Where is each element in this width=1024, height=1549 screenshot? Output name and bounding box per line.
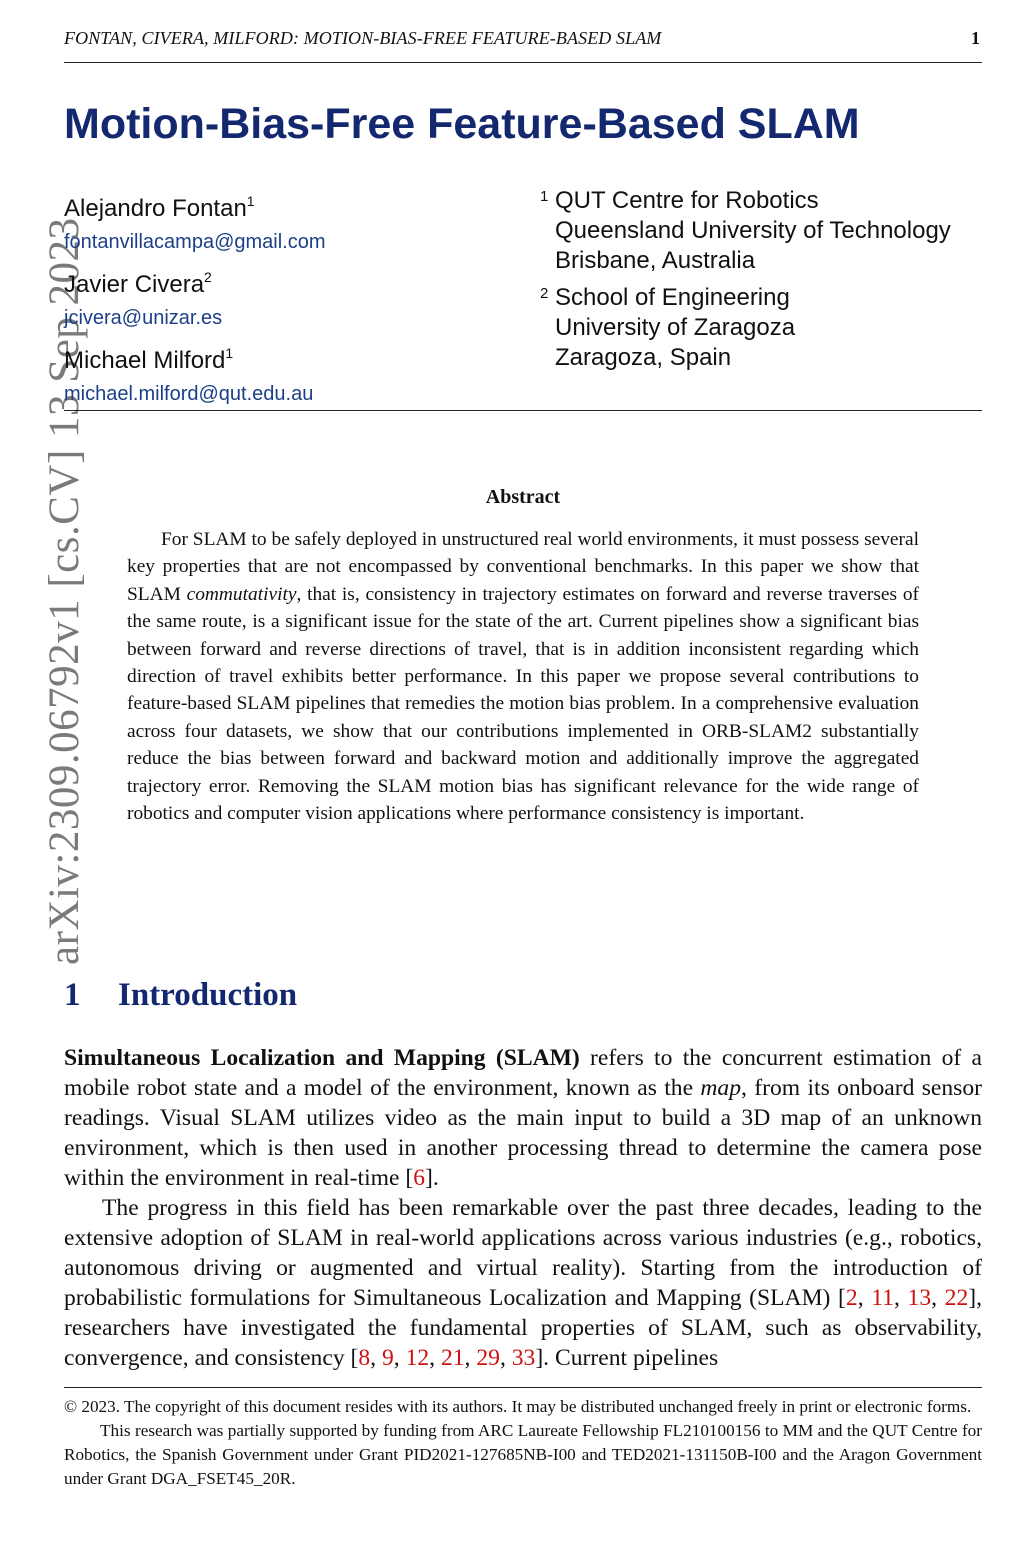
footnotes <box>64 1395 982 1491</box>
affiliation-mark: 1 <box>540 188 549 205</box>
paper-title: Motion-Bias-Free Feature-Based SLAM <box>64 100 860 148</box>
author-affil-mark: 1 <box>225 345 234 361</box>
citation-link[interactable]: 9 <box>381 1345 394 1371</box>
affiliation-list <box>540 186 980 380</box>
section-title: Introduction <box>118 977 298 1013</box>
citation-link[interactable]: 21 <box>440 1345 465 1371</box>
paragraph: The progress in this field has been remarkable over the past three decades, leading to the extensive adoption of SLAM in real-world applications across various industries (e.g., robotics, autonomous driving or augmented and virtual reality). Starting from the introduction of probabilistic formulations for Simultaneous Localization and Mapping (SLAM) [2, 11, 13, 22], researchers have investigated the fundamental properties of SLAM, such as observability, convergence, and consistency [8, 9, 12, 21, 29, 33]. Current pipelines <box>64 1195 983 1371</box>
citation-link[interactable]: 11 <box>871 1285 894 1311</box>
arxiv-stamp: arXiv:2309.06792v1 [cs.CV] 13 Sep 2023 <box>41 217 88 965</box>
affiliation-line: School of Engineering <box>555 284 790 311</box>
title-divider <box>64 410 982 411</box>
citation-link[interactable]: 29 <box>476 1345 500 1371</box>
author <box>64 262 504 336</box>
bold-lead: Simultaneous Localization and Mapping (SLAM) <box>64 1045 580 1071</box>
running-head: FONTAN, CIVERA, MILFORD: MOTION-BIAS-FREE FEATURE-BASED SLAM <box>64 28 662 48</box>
citation-link[interactable]: 12 <box>405 1345 430 1371</box>
page-number: 1 <box>971 28 980 48</box>
author-list <box>64 186 504 414</box>
author <box>64 338 504 412</box>
affiliation-mark: 2 <box>540 285 549 302</box>
abstract-emphasis: commutativity <box>186 583 297 605</box>
citation-link[interactable]: 13 <box>907 1285 932 1311</box>
page-header <box>64 28 982 63</box>
affiliation-line: University of Zaragoza <box>555 314 796 341</box>
citation-link[interactable]: 6 <box>413 1165 426 1191</box>
affiliation-line: Queensland University of Technology <box>555 217 951 244</box>
abstract-heading: Abstract <box>485 486 561 508</box>
affiliation <box>540 186 980 276</box>
intro-body <box>64 1043 982 1373</box>
author-email-link[interactable]: michael.milford@qut.edu.au <box>64 383 314 405</box>
funding-note: This research was partially supported by funding from ARC Laureate Fellowship FL210100156 to MM and the QUT Centre for Robotics, the Spanish Government under Grant PID2021-127685NB-I00 and TED2021-131150B-I00 and the Aragon Government under Grant DGA_FSET45_20R. <box>64 1421 982 1488</box>
author <box>64 186 504 260</box>
citation-link[interactable]: 2 <box>845 1285 858 1311</box>
copyright-note: © 2023. The copyright of this document resides with its authors. It may be distributed unchanged freely in print or electronic forms. <box>64 1397 972 1416</box>
author-name: Javier Civera <box>64 271 205 298</box>
affiliation-line: Brisbane, Australia <box>555 247 756 274</box>
section-number: 1 <box>64 977 81 1013</box>
section-heading <box>64 977 297 1014</box>
citation-link[interactable]: 22 <box>944 1285 969 1311</box>
footnote-divider <box>64 1387 982 1388</box>
author-email-link[interactable]: fontanvillacampa@gmail.com <box>64 231 326 253</box>
affiliation-line: Zaragoza, Spain <box>555 344 732 371</box>
author-affil-mark: 1 <box>246 193 255 209</box>
abstract-body: For SLAM to be safely deployed in unstructured real world environments, it must possess several key properties that are not encompassed by conventional benchmarks. In this paper we show that SLAM commutativity, that is, consistency in trajectory estimates on forward and reverse traverses of the same route, is a significant issue for the state of the art. Current pipelines show a significant bias between forward and reverse directions of travel, that is in addition inconsistent regarding which direction of travel exhibits better performance. In this paper we propose several contributions to feature-based SLAM pipelines that remedies the motion bias problem. In a comprehensive evaluation across four datasets, we show that our contributions implemented in ORB-SLAM2 substantially reduce the bias between forward and backward motion and additionally improve the aggregated trajectory error. Removing the SLAM motion bias has significant relevance for the wide range of robotics and computer vision applications where performance consistency is important. <box>127 529 919 825</box>
author-email-link[interactable]: jcivera@unizar.es <box>64 307 223 329</box>
paragraph: Simultaneous Localization and Mapping (SLAM) refers to the concurrent estimation of a mobile robot state and a model of the environment, known as the map, from its onboard sensor readings. Visual SLAM utilizes video as the main input to build a 3D map of an unknown environment, which is then used in another processing thread to determine the camera pose within the environment in real-time [6]. <box>64 1045 983 1191</box>
affiliation-line: QUT Centre for Robotics <box>555 187 819 214</box>
author-name: Michael Milford <box>64 347 226 374</box>
citation-link[interactable]: 8 <box>358 1345 371 1371</box>
author-affil-mark: 2 <box>204 269 212 285</box>
citation-link[interactable]: 33 <box>511 1345 536 1371</box>
author-name: Alejandro Fontan <box>64 195 247 222</box>
affiliation <box>540 283 980 373</box>
